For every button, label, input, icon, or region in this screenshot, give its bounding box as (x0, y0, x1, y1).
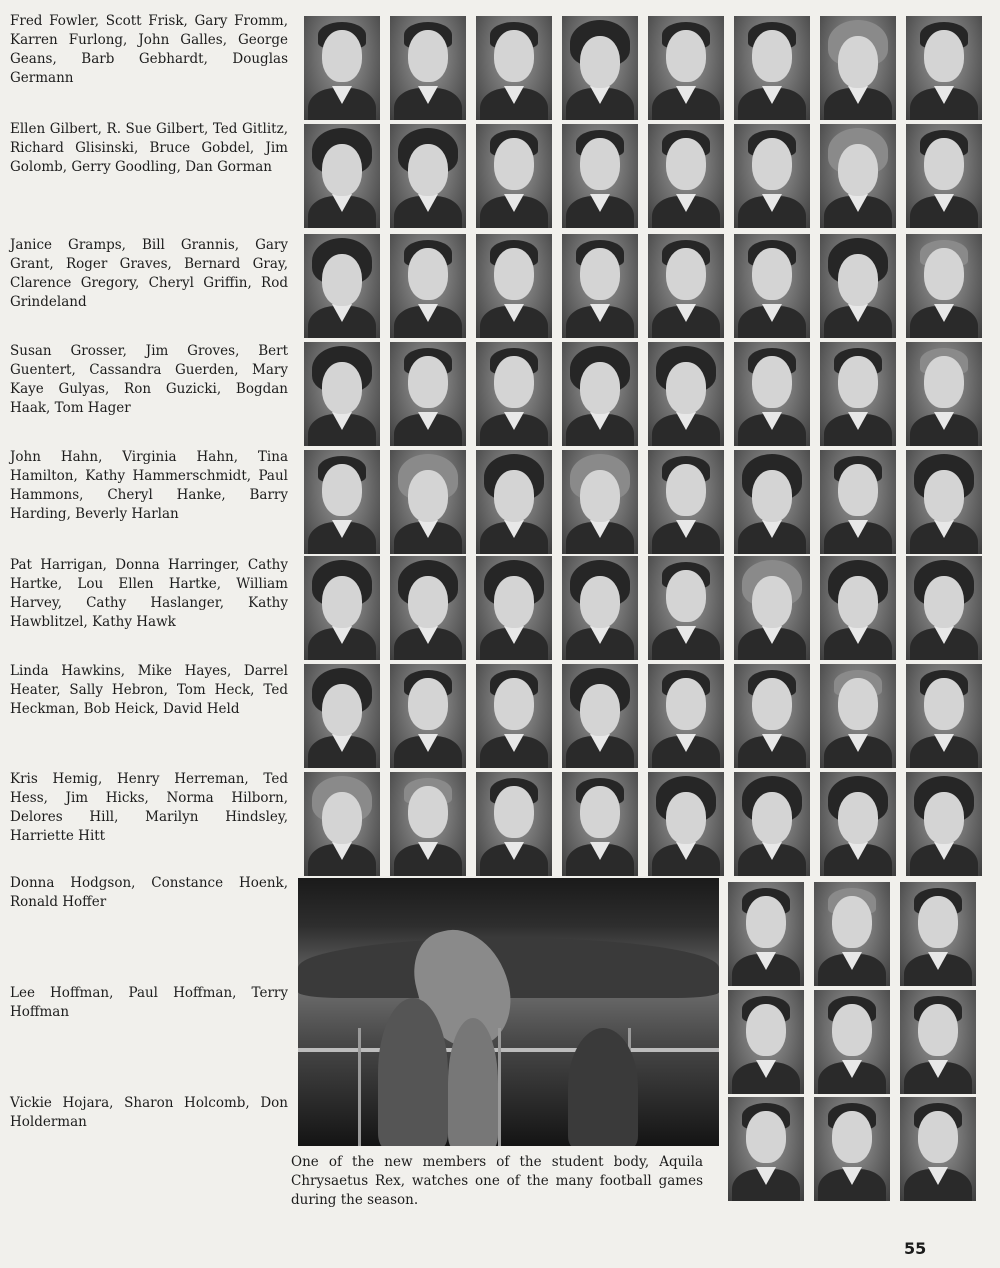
student-portrait (734, 772, 810, 876)
name-caption: Ellen Gilbert, R. Sue Gilbert, Ted Gitlitz, Richard Glisinski, Bruce Gobdel, Jim Golomb, Gerry Goodling, Dan Gorman (10, 121, 288, 175)
student-portrait (562, 16, 638, 120)
student-portrait (900, 1097, 976, 1201)
student-portrait (906, 16, 982, 120)
student-portrait (900, 882, 976, 986)
student-portrait (562, 664, 638, 768)
student-portrait (562, 556, 638, 660)
student-portrait (304, 556, 380, 660)
student-portrait (304, 772, 380, 876)
student-portrait (304, 450, 380, 554)
student-portrait (562, 342, 638, 446)
student-portrait (734, 124, 810, 228)
student-portrait (734, 342, 810, 446)
student-portrait (648, 664, 724, 768)
student-portrait (820, 342, 896, 446)
student-portrait (648, 772, 724, 876)
student-portrait (906, 450, 982, 554)
name-caption: Kris Hemig, Henry Herreman, Ted Hess, Jim Hicks, Norma Hilborn, Delores Hill, Marilyn Hindsley, Harriette Hitt (10, 771, 288, 844)
name-caption: Linda Hawkins, Mike Hayes, Darrel Heater, Sally Hebron, Tom Heck, Ted Heckman, Bob Heick, David Held (10, 663, 288, 717)
student-portrait (304, 124, 380, 228)
student-portrait (476, 664, 552, 768)
student-portrait (476, 450, 552, 554)
student-portrait (476, 124, 552, 228)
student-portrait (734, 556, 810, 660)
page-number: 55 (904, 1239, 927, 1258)
student-portrait (814, 1097, 890, 1201)
name-caption: Lee Hoffman, Paul Hoffman, Terry Hoffman (10, 985, 288, 1020)
student-portrait (648, 450, 724, 554)
student-portrait (820, 450, 896, 554)
student-portrait (476, 772, 552, 876)
name-caption: Janice Gramps, Bill Grannis, Gary Grant, Roger Graves, Bernard Gray, Clarence Gregory, Cheryl Griffin, Rod Grindeland (10, 237, 288, 310)
name-caption: Vickie Hojara, Sharon Holcomb, Don Holderman (10, 1095, 288, 1130)
student-portrait (906, 342, 982, 446)
student-portrait (906, 664, 982, 768)
student-portrait (734, 16, 810, 120)
student-portrait (476, 342, 552, 446)
student-portrait (304, 234, 380, 338)
student-portrait (820, 556, 896, 660)
student-portrait (728, 882, 804, 986)
student-portrait (820, 234, 896, 338)
student-portrait (390, 772, 466, 876)
student-portrait (390, 556, 466, 660)
student-portrait (734, 664, 810, 768)
student-portrait (820, 124, 896, 228)
student-portrait (820, 16, 896, 120)
student-portrait (906, 556, 982, 660)
student-portrait (390, 234, 466, 338)
student-portrait (476, 556, 552, 660)
student-portrait (728, 990, 804, 1094)
student-portrait (820, 664, 896, 768)
student-portrait (906, 124, 982, 228)
photo-caption: One of the new members of the student body, Aquila Chrysaetus Rex, watches one of the many football games during the season. (291, 1154, 703, 1208)
student-portrait (562, 772, 638, 876)
student-portrait (562, 124, 638, 228)
student-portrait (390, 450, 466, 554)
student-portrait (820, 772, 896, 876)
student-portrait (476, 16, 552, 120)
student-portrait (390, 124, 466, 228)
student-portrait (728, 1097, 804, 1201)
name-caption: Donna Hodgson, Constance Hoenk, Ronald Hoffer (10, 875, 288, 910)
student-portrait (648, 556, 724, 660)
student-portrait (906, 234, 982, 338)
student-portrait (390, 16, 466, 120)
name-caption: Susan Grosser, Jim Groves, Bert Guentert, Cassandra Guerden, Mary Kaye Gulyas, Ron Guzicki, Bogdan Haak, Tom Hager (10, 343, 288, 416)
student-portrait (648, 234, 724, 338)
student-portrait (906, 772, 982, 876)
football-crowd-photo (298, 878, 719, 1146)
student-portrait (814, 882, 890, 986)
student-portrait (734, 234, 810, 338)
student-portrait (734, 450, 810, 554)
student-portrait (814, 990, 890, 1094)
name-caption: John Hahn, Virginia Hahn, Tina Hamilton, Kathy Hammerschmidt, Paul Hammons, Cheryl Hanke, Barry Harding, Beverly Harlan (10, 449, 288, 522)
student-portrait (304, 664, 380, 768)
student-portrait (304, 342, 380, 446)
name-caption: Fred Fowler, Scott Frisk, Gary Fromm, Karren Furlong, John Galles, George Geans, Barb Gebhardt, Douglas Germann (10, 13, 288, 86)
student-portrait (390, 342, 466, 446)
name-caption: Pat Harrigan, Donna Harringer, Cathy Hartke, Lou Ellen Hartke, William Harvey, Cathy Haslanger, Kathy Hawblitzel, Kathy Hawk (10, 557, 288, 630)
student-portrait (900, 990, 976, 1094)
student-portrait (648, 342, 724, 446)
student-portrait (648, 16, 724, 120)
student-portrait (648, 124, 724, 228)
student-portrait (562, 450, 638, 554)
student-portrait (562, 234, 638, 338)
student-portrait (390, 664, 466, 768)
student-portrait (476, 234, 552, 338)
student-portrait (304, 16, 380, 120)
